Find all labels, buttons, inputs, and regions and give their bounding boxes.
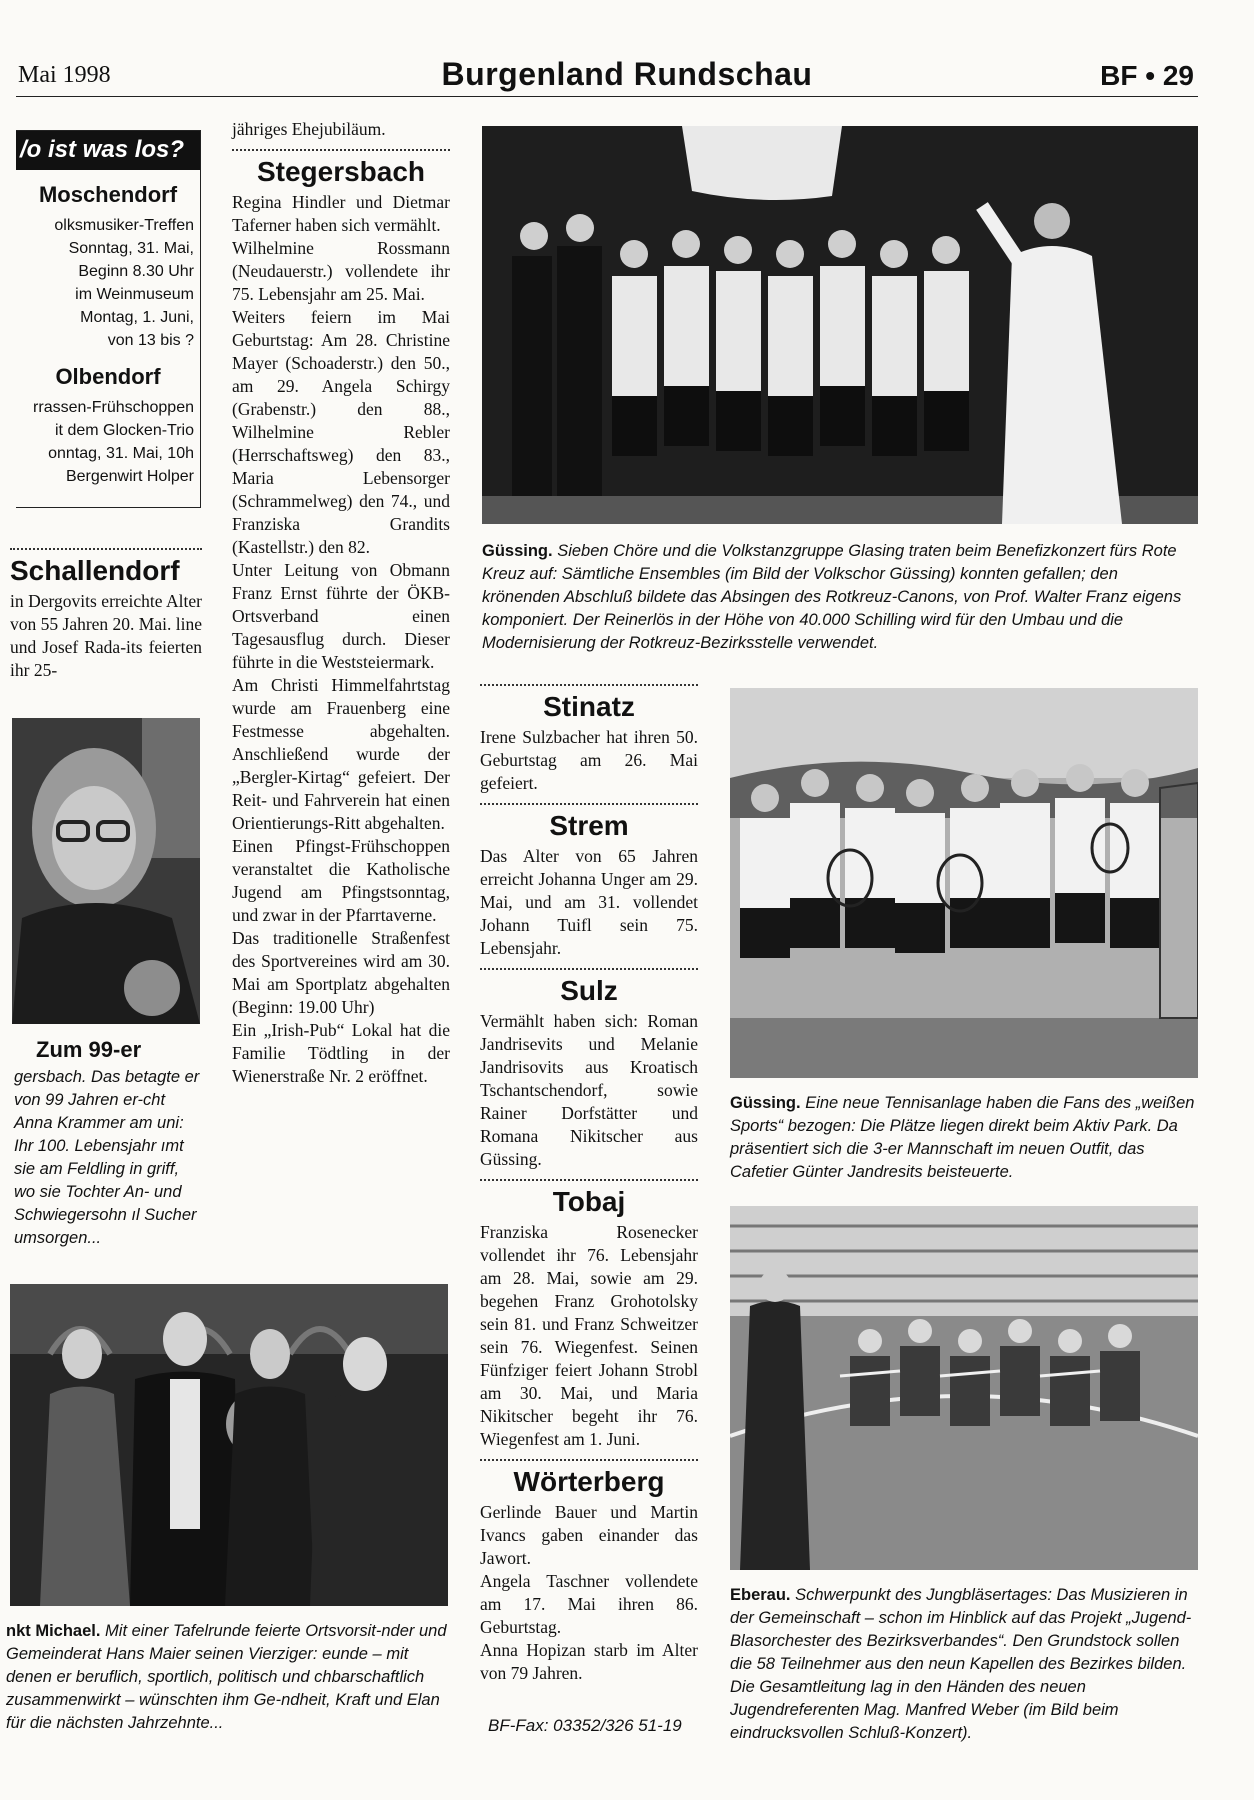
photo-youth-band [730, 1206, 1198, 1570]
event-line: Sonntag, 31. Mai, [68, 240, 194, 257]
divider [10, 548, 202, 550]
caption-99er: gersbach. Das betagte er von 99 Jahren er-cht Anna Krammer am uni: Ihr 100. Lebensjahr ımt sie am Feldling in griff, wo sie Tochter An- und Schwiegersohn ıl Sucher umsorgen... [14, 1068, 200, 1247]
article-text: Wilhelmine Rossmann (Neudauerstr.) vollendete ihr 75. Lebensjahr am 25. Mai. [232, 238, 450, 304]
photo-tennis-team [730, 688, 1198, 1078]
events-box-heading: /o ist was los? [16, 131, 200, 170]
article-text: Franziska Rosenecker vollendet ihr 76. Lebensjahr am 28. Mai, sowie am 29. begehen Franz Grohotolsky sein 81. und Franz Schweitzer sein 76. Wiegenfest. Seinen Fünfziger feiert Johann Strobl am 30. Mai, und Maria Nikitscher begeht ihr 76. Wiegenfest am 1. Juni. [480, 1222, 698, 1449]
events-box [16, 130, 201, 508]
divider [480, 803, 698, 805]
caption-tennis-place: Güssing. [730, 1094, 801, 1112]
divider [480, 1179, 698, 1181]
event-line: olksmusiker-Treffen [54, 217, 194, 234]
fax-number: BF-Fax: 03352/326 51-19 [488, 1716, 682, 1735]
town-heading-stegersbach: Stegersbach [256, 156, 426, 187]
event-line: it dem Glocken-Trio [55, 422, 194, 439]
caption-band [730, 1584, 1200, 1745]
article-text: Angela Taschner vollendete am 17. Mai ihren 86. Geburtstag. [480, 1571, 698, 1637]
town-heading-sulz: Sulz [560, 975, 618, 1006]
photo-youth-band-image [730, 1206, 1198, 1570]
divider [232, 149, 450, 151]
article-text: Einen Pfingst-Frühschoppen veranstaltet die Katholische Jugend am Pfingstsonntag, und zwar in der Pfarrtaverne. [232, 836, 450, 925]
caption-michael [6, 1620, 452, 1735]
town-heading-tobaj: Tobaj [552, 1186, 626, 1217]
caption-michael-place: nkt Michael. [6, 1622, 101, 1640]
caption-tennis [730, 1092, 1200, 1184]
left-column-text [10, 540, 202, 682]
page-number: BF • 29 [1100, 60, 1194, 91]
caption-band-place: Eberau. [730, 1586, 791, 1604]
divider [480, 684, 698, 686]
article-text: Ein „Irish-Pub“ Lokal hat die Familie Tödtling in der Wienerstraße Nr. 2 eröffnet. [232, 1020, 450, 1086]
article-text: Regina Hindler und Dietmar Taferner haben sich vermählt. [232, 192, 450, 235]
event-line: Bergenwirt Holper [65, 468, 194, 485]
town-heading-schallendorf: Schallendorf [10, 555, 180, 586]
heading-99er: Zum 99-er [36, 1037, 142, 1062]
caption-choir-text: Sieben Chöre und die Volkstanzgruppe Glasing traten beim Benefizkonzert fürs Rote Kreuz auf: Sämtliche Ensembles (im Bild der Volkschor Güssing) konnten gefallen; den krönenden Abschluß bildete das Absingen des Rotkreuz-Canons, von Prof. Walter Franz eigens komponiert. Der Reinerlös in der Höhe von 40.000 Schilling wird für den Umbau und die Modernisierung der Rotkreuz-Bezirksstelle verwendet. [482, 542, 1182, 652]
divider [480, 1459, 698, 1461]
events-town-moschendorf: Moschendorf [38, 182, 178, 207]
photo-elderly-woman [12, 718, 200, 1024]
newspaper-title: Burgenland Rundschau [441, 56, 813, 92]
town-news-column [480, 676, 698, 1685]
article-text: Am Christi Himmelfahrtstag wurde am Frauenberg eine Festmesse abgehalten. Anschließend wurde der „Bergler-Kirtag“ gefeiert. Der Reit- und Fahrverein hat einen Orientierungs-Ritt abgehalten. [232, 675, 450, 833]
caption-michael-text: Mit einer Tafelrunde feierte Ortsvorsit-nder und Gemeinderat Hans Maier seinen Vierziger: eunde – mit denen er beruflich, sportlich, politisch und chbarschaftlich zusammenwirkt – wünschten ihm Ge-ndheit, Kraft und Elan für die nächsten Jahrzehnte... [6, 1622, 447, 1732]
issue-date: Mai 1998 [18, 62, 111, 88]
middle-column-text [232, 118, 450, 1088]
caption-band-text: Schwerpunkt des Jungbläsertages: Das Musizieren in der Gemeinschaft – schon im Hinblick auf das Projekt „Jugend-Blasorchester des Bezirksverbandes“. Den Grundstock sollen die 58 Teilnehmer aus den neun Kapellen des Bezirkes bilden. Die Gesamtleitung lag in den Händen des neuen Jugendreferenten Mag. Manfred Weber (im Bild beim eindrucksvollen Schluß-Konzert). [730, 1586, 1192, 1742]
photo-choir [482, 126, 1198, 524]
event-line: im Weinmuseum [75, 286, 194, 303]
photo-elderly-woman-image [12, 718, 200, 1024]
article-text: Weiters feiern im Mai Geburtstag: Am 28. Christine Mayer (Schoaderstr.) den 50., am 29. Angela Schirgy (Grabenstr.) den 88., Wilhelmine Rebler (Herrschaftsweg) den 83., Maria Lebensorger (Schrammelweg) den 74., und Franziska Grandits (Kastellstr.) den 82. [232, 307, 450, 557]
event-line: von 13 bis ? [107, 332, 194, 349]
events-town-olbendorf: Olbendorf [55, 364, 161, 389]
photo-michael-group [10, 1284, 448, 1606]
event-line: rrassen-Frühschoppen [33, 399, 194, 416]
event-line: Beginn 8.30 Uhr [78, 263, 194, 280]
caption-choir-place: Güssing. [482, 542, 553, 560]
town-heading-strem: Strem [549, 810, 629, 841]
article-text: jähriges Ehejubiläum. [232, 119, 386, 139]
event-line: Montag, 1. Juni, [80, 309, 194, 326]
town-heading-woerterberg: Wörterberg [513, 1466, 665, 1497]
divider [480, 968, 698, 970]
town-heading-stinatz: Stinatz [543, 691, 635, 722]
caption-choir [482, 540, 1200, 655]
caption-tennis-text: Eine neue Tennisanlage haben die Fans des „weißen Sports“ bezogen: Die Plätze liegen direkt beim Aktiv Park. Da präsentiert sich die 3-er Mannschaft im neuen Outfit, das Cafetier Günter Jandresits beisteuerte. [730, 1094, 1195, 1181]
article-text: Gerlinde Bauer und Martin Ivancs gaben einander das Jawort. [480, 1502, 698, 1568]
article-text: in Dergovits erreichte Alter von 55 Jahren 20. Mai. line und Josef Rada-its feierten ihr 25- [10, 591, 202, 680]
article-text: Das Alter von 65 Jahren erreicht Johanna Unger am 29. Mai, und am 31. vollendet Johann Tuifl sein 75. Lebensjahr. [480, 846, 698, 958]
photo-michael-group-image [10, 1284, 448, 1606]
photo-choir-image [482, 126, 1198, 524]
article-text: Unter Leitung von Obmann Franz Ernst führte der ÖKB-Ortsverband einen Tagesausflug durch. Dieser führte in die Weststeiermark. [232, 560, 450, 672]
event-line: onntag, 31. Mai, 10h [48, 445, 194, 462]
article-text: Irene Sulzbacher hat ihren 50. Geburtstag am 26. Mai gefeiert. [480, 727, 698, 793]
article-text: Anna Hopizan starb im Alter von 79 Jahren. [480, 1640, 698, 1683]
article-text: Das traditionelle Straßenfest des Sportvereines wird am 30. Mai am Sportplatz abgehalten (Beginn: 19.00 Uhr) [232, 928, 450, 1017]
photo-tennis-team-image [730, 688, 1198, 1078]
article-text: Vermählt haben sich: Roman Jandrisevits und Melanie Jandrisovits aus Kroatisch Tschantschendorf, sowie Rainer Dorfstätter und Romana Nikitscher aus Güssing. [480, 1011, 698, 1169]
header-rule [16, 96, 1198, 97]
